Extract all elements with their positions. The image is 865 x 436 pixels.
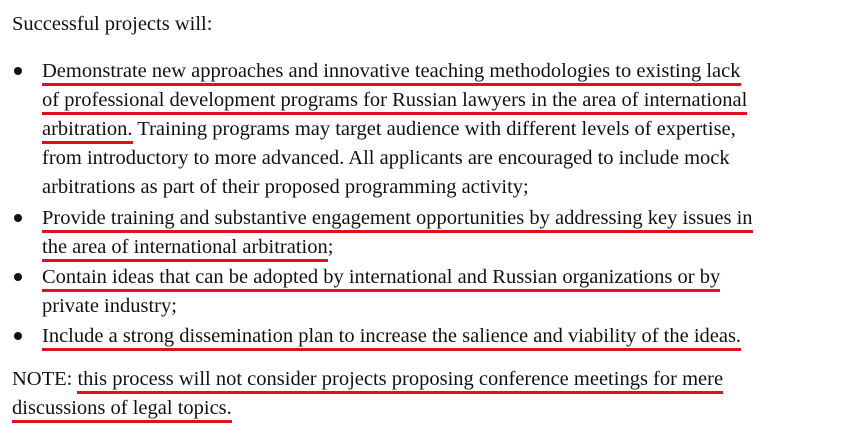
bullet-1-line-2 (42, 86, 747, 115)
plain-text: arbitrations as part of their proposed programming activity; (42, 176, 529, 198)
bullet-1-line-1 (42, 57, 741, 86)
underlined-text: arbitration. (42, 118, 133, 144)
underlined-text: Include a strong dissemination plan to increase the salience and viability of the ideas. (42, 325, 741, 351)
plain-text: private industry; (42, 295, 177, 317)
bullet-4-line-1 (42, 322, 741, 351)
note-line-2 (12, 394, 232, 423)
bullet-marker (14, 332, 22, 340)
plain-text: from introductory to more advanced. All applicants are encouraged to include mock (42, 147, 730, 169)
intro-text: Successful projects will: (12, 13, 213, 35)
bullet-marker (14, 67, 22, 75)
bullet-1-line-4 (42, 144, 730, 173)
plain-text: ; (327, 236, 334, 258)
bullet-3-line-1 (42, 263, 720, 292)
underlined-text: Contain ideas that can be adopted by international and Russian organizations or by (42, 266, 720, 292)
bullet-2-line-2 (42, 233, 333, 262)
note-underlined-text: discussions of legal topics. (12, 397, 232, 423)
note-line-1 (12, 365, 723, 394)
note-lead: NOTE: (12, 368, 78, 390)
underlined-text: Demonstrate new approaches and innovative teaching methodologies to existing lack (42, 60, 741, 86)
note-underlined-text: this process will not consider projects proposing conference meetings for mere (77, 368, 723, 394)
bullet-1-line-3 (42, 115, 736, 144)
bullet-1-line-5 (42, 173, 529, 202)
underlined-text: Provide training and substantive engagement opportunities by addressing key issues in (42, 207, 753, 233)
bullet-2-line-1 (42, 204, 753, 233)
bullet-marker (14, 214, 22, 222)
underlined-text: the area of international arbitration (42, 236, 328, 262)
bullet-3-line-2 (42, 292, 177, 321)
bullet-marker (14, 273, 22, 281)
underlined-text: of professional development programs for Russian lawyers in the area of international (42, 89, 747, 115)
plain-text: Training programs may target audience with different levels of expertise, (132, 118, 736, 140)
